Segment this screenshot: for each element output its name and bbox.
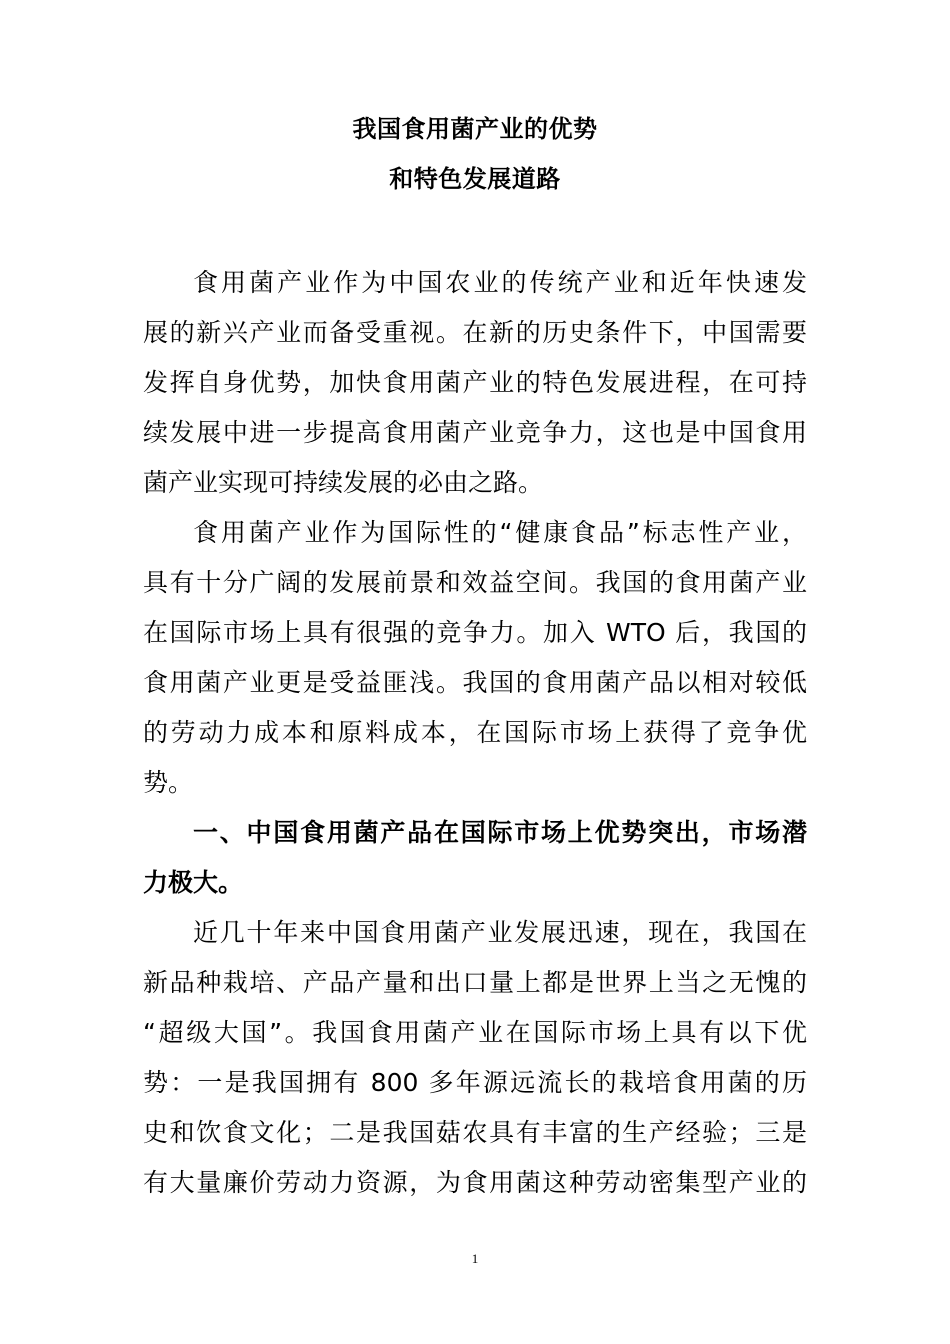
paragraph-2-line-3: 在国际市场上具有很强的竞争力。加入 WTO 后，我国的 [143, 618, 807, 647]
paragraph-1-line-1: 食用菌产业作为中国农业的传统产业和近年快速发 [193, 268, 807, 297]
document-title-line-1: 我国食用菌产业的优势 [352, 115, 598, 143]
paragraph-3-line-6: 有大量廉价劳动力资源，为食用菌这种劳动密集型产业的 [143, 1168, 807, 1197]
paragraph-1-line-2: 展的新兴产业而备受重视。在新的历史条件下，中国需要 [143, 318, 807, 347]
paragraph-2-line-6: 势。 [143, 768, 194, 797]
section-heading-line-2: 力极大。 [143, 868, 244, 897]
paragraph-2-line-1: 食用菌产业作为国际性的“健康食品”标志性产业， [193, 518, 807, 547]
paragraph-3-line-1: 近几十年来中国食用菌产业发展迅速，现在，我国在 [193, 918, 807, 947]
document-title-line-2: 和特色发展道路 [389, 165, 561, 193]
paragraph-1-line-3: 发挥自身优势，加快食用菌产业的特色发展进程，在可持 [143, 368, 807, 397]
paragraph-2-line-2: 具有十分广阔的发展前景和效益空间。我国的食用菌产业 [143, 568, 807, 597]
paragraph-3-line-5: 史和饮食文化；二是我国菇农具有丰富的生产经验；三是 [143, 1118, 807, 1147]
section-heading-line-1: 一、中国食用菌产品在国际市场上优势突出，市场潜 [193, 818, 807, 847]
paragraph-1-line-5: 菌产业实现可持续发展的必由之路。 [143, 468, 544, 497]
paragraph-3-line-3: “超级大国”。我国食用菌产业在国际市场上具有以下优 [143, 1018, 807, 1047]
document-body [143, 258, 807, 1208]
paragraph-2-line-4: 食用菌产业更是受益匪浅。我国的食用菌产品以相对较低 [143, 668, 807, 697]
paragraph-3-line-2: 新品种栽培、产品产量和出口量上都是世界上当之无愧的 [143, 968, 807, 997]
paragraph-2-line-5: 的劳动力成本和原料成本，在国际市场上获得了竞争优 [143, 718, 807, 747]
paragraph-3-line-4: 势：一是我国拥有 800 多年源远流长的栽培食用菌的历 [143, 1068, 807, 1097]
page-number: 1 [471, 1251, 479, 1266]
paragraph-1-line-4: 续发展中进一步提高食用菌产业竞争力，这也是中国食用 [143, 418, 807, 447]
